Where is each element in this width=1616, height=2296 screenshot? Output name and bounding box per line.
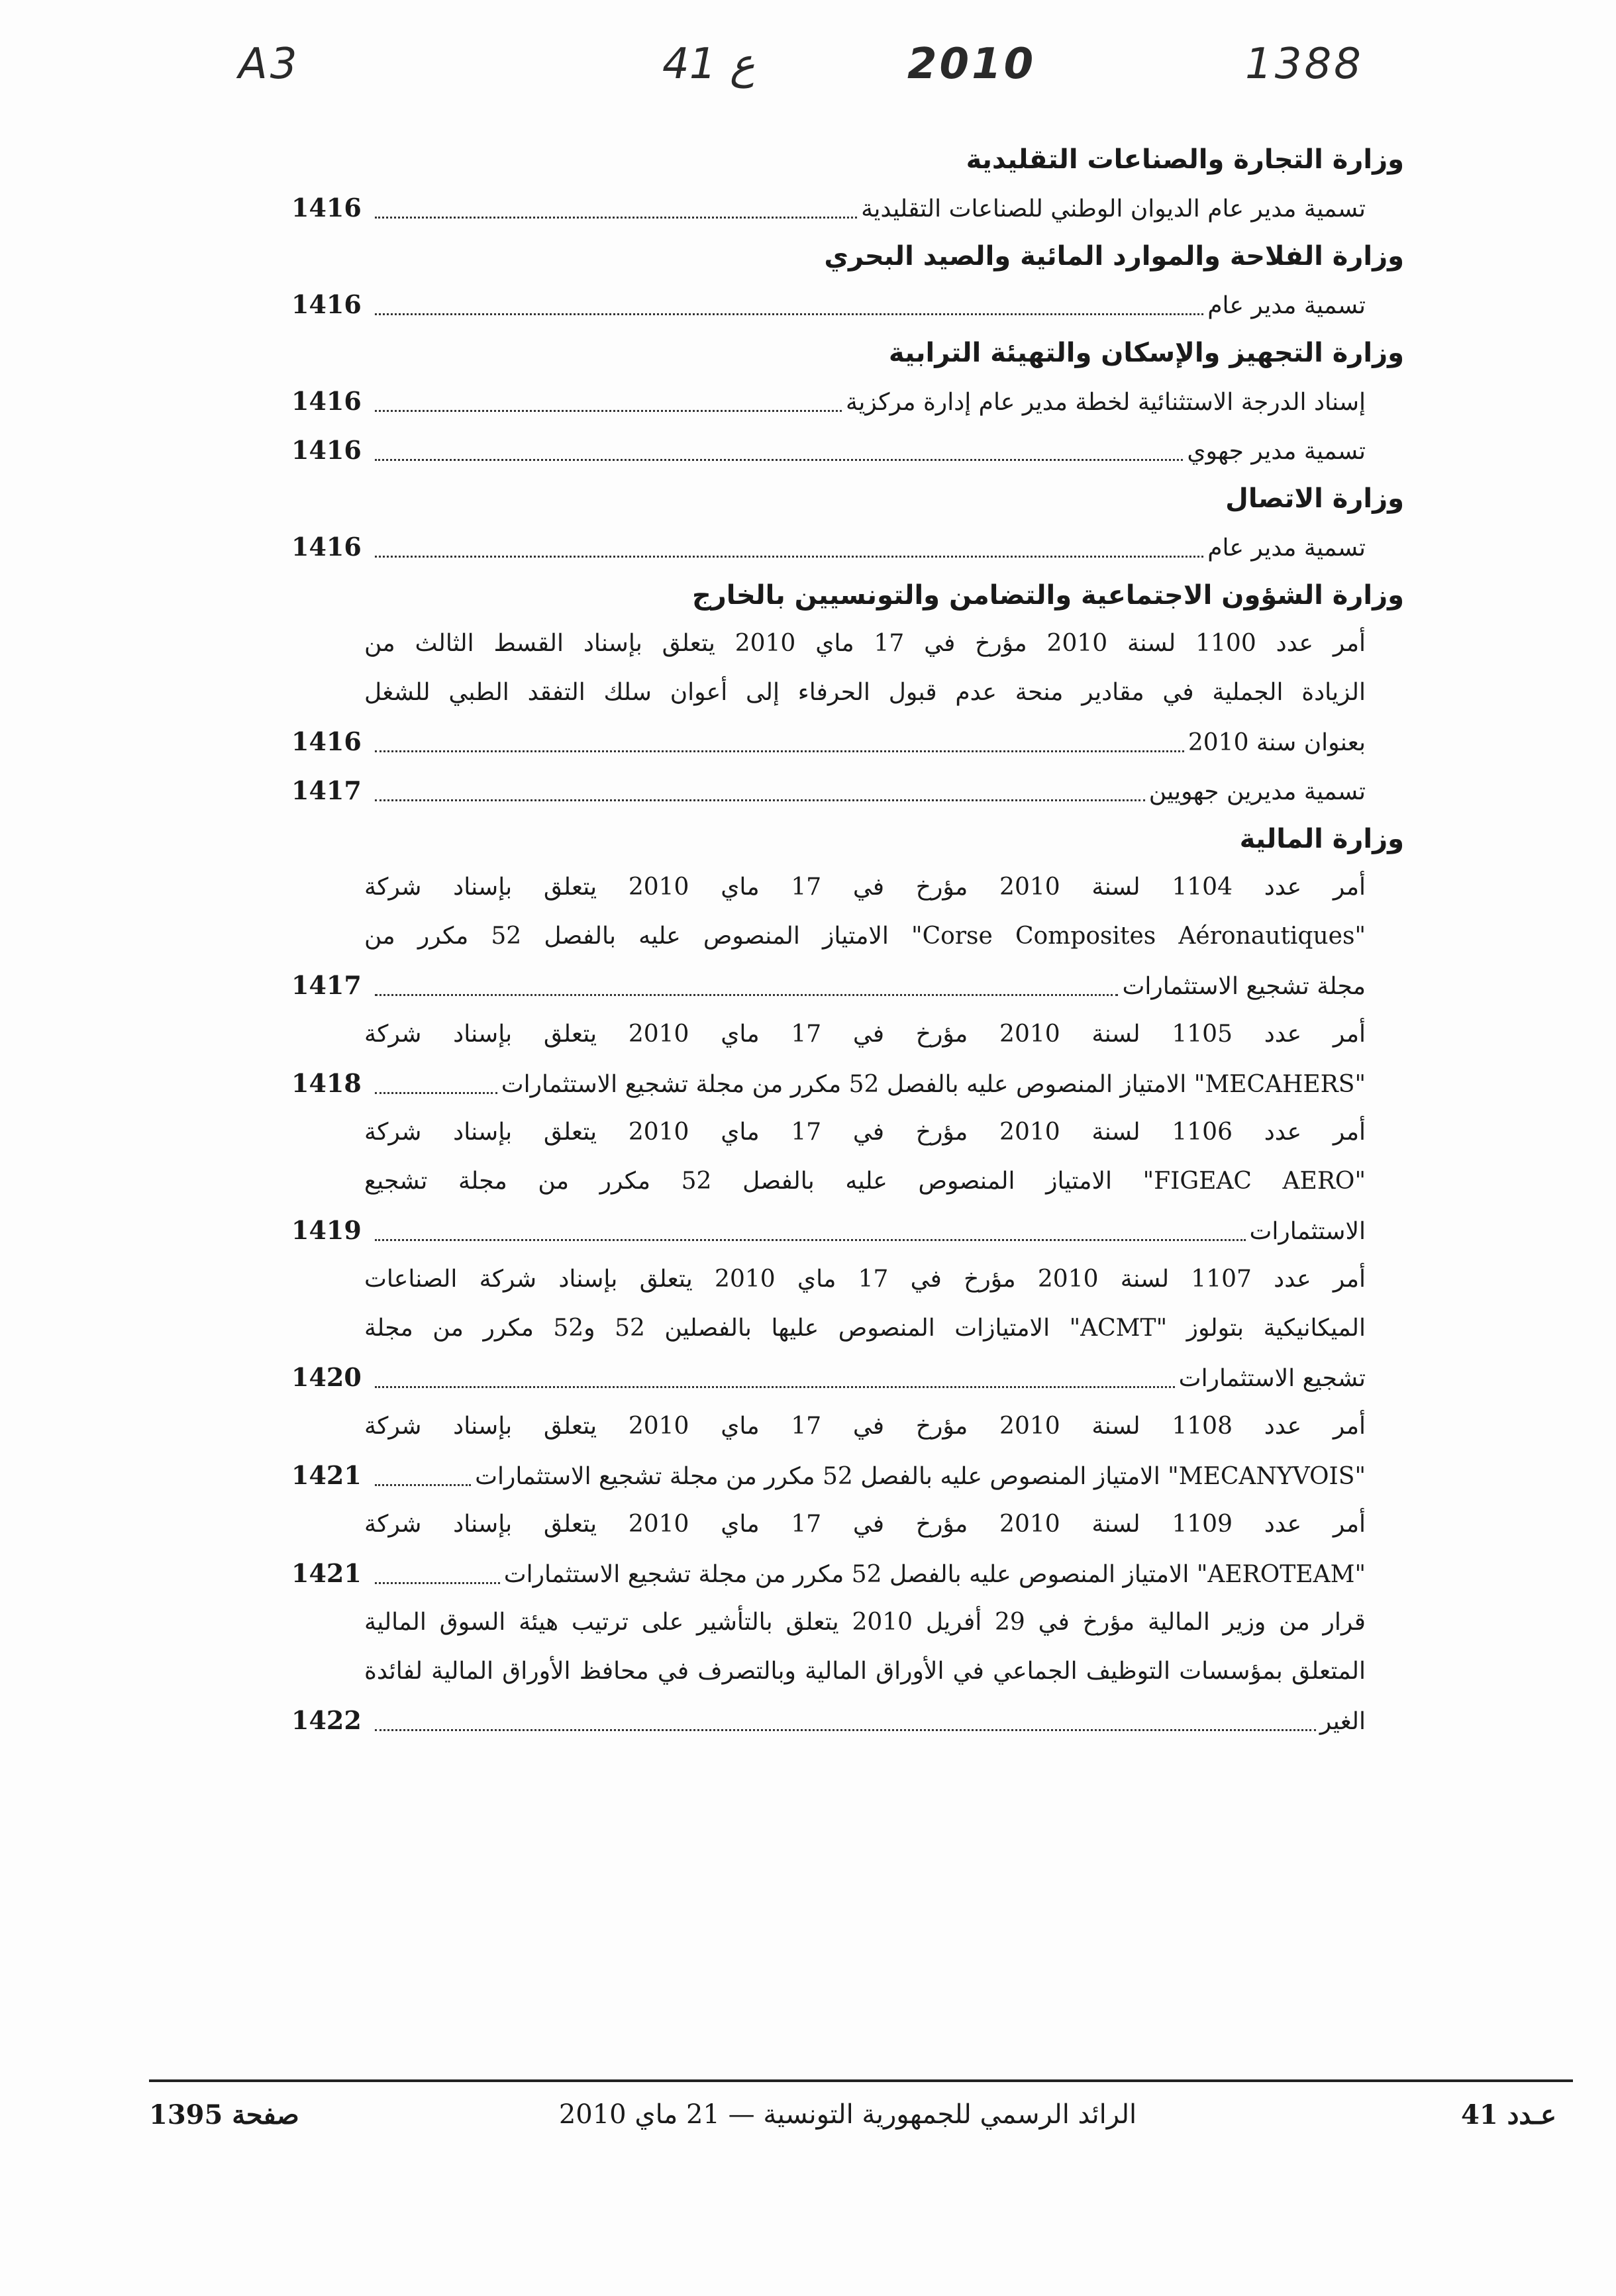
toc-entry-final-line <box>291 1353 1366 1402</box>
ministry-heading: وزارة الاتصال <box>1225 483 1404 514</box>
toc-entry-text: إسناد الدرجة الاستثنائية لخطة مدير عام إدارة مركزية <box>846 389 1366 416</box>
toc-page-number: 1416 <box>291 386 362 416</box>
toc-entry <box>291 426 1366 475</box>
toc-entry-line: "Corse Composites Aéronautiques" الامتياز المنصوص عليه بالفصل 52 مكرر من <box>364 923 1366 950</box>
toc-entry-final-line <box>291 426 1366 475</box>
handwritten-mark: 41 ع <box>662 40 755 89</box>
toc-entry <box>291 183 1366 232</box>
ministry-heading: وزارة الفلاحة والموارد المائية والصيد البحري <box>824 241 1404 272</box>
toc-entry-line: أمر عدد 1100 لسنة 2010 مؤرخ في 17 ماي 2010 يتعلق بإسناد القسط الثالث من <box>364 630 1366 657</box>
dot-leader <box>375 1386 1175 1388</box>
dot-leader <box>375 994 1118 996</box>
toc-entry-final-line <box>291 523 1366 572</box>
dot-leader <box>375 410 842 412</box>
ministry-heading: وزارة المالية <box>1239 824 1404 854</box>
handwritten-mark: A3 <box>238 40 300 89</box>
toc-page-number: 1416 <box>291 289 362 319</box>
toc-entry-line: "FIGEAC AERO" الامتياز المنصوص عليه بالفصل 52 مكرر من مجلة تشجيع <box>364 1168 1366 1195</box>
toc-entry <box>291 1108 1366 1255</box>
toc-entry-text: الاستثمارات <box>1249 1218 1366 1245</box>
toc-page-number: 1418 <box>291 1068 362 1098</box>
dot-leader <box>375 1092 497 1094</box>
dot-leader <box>375 1484 471 1486</box>
toc-entry <box>291 377 1366 426</box>
handwritten-mark: 2010 <box>907 40 1036 89</box>
toc-page-number: 1416 <box>291 435 362 465</box>
toc-entry-text: تسمية مدير عام الديوان الوطني للصناعات التقليدية <box>861 195 1366 223</box>
toc-page-number: 1416 <box>291 193 362 223</box>
toc-entry <box>291 1402 1366 1500</box>
publication-title: الرائد الرسمي للجمهورية التونسية — 21 ماي 2010 <box>558 2099 1137 2130</box>
toc-entry-text: تسمية مدير جهوي <box>1187 438 1366 465</box>
toc-entry <box>291 1010 1366 1108</box>
toc-entry <box>291 863 1366 1010</box>
dot-leader <box>375 1729 1316 1731</box>
toc-entry-final-line <box>291 1696 1366 1745</box>
toc-entry-final-line <box>291 183 1366 232</box>
toc-entry-final-line <box>291 1059 1366 1108</box>
toc-entry <box>291 1500 1366 1598</box>
toc-entry-text: مجلة تشجيع الاستثمارات <box>1122 973 1366 1000</box>
toc-entry <box>291 280 1366 329</box>
toc-entry-text: تسمية مدير عام <box>1207 292 1366 319</box>
toc-page-number: 1417 <box>291 970 362 1000</box>
dot-leader <box>375 459 1183 461</box>
toc-entry <box>291 1598 1366 1745</box>
toc-entry-line: أمر عدد 1109 لسنة 2010 مؤرخ في 17 ماي 2010 يتعلق بإسناد شركة <box>364 1511 1366 1538</box>
toc-entry-final-line <box>291 1451 1366 1500</box>
toc-entry-text: تسمية مديرين جهويين <box>1148 778 1366 805</box>
dot-leader <box>375 1582 500 1584</box>
toc-page-number: 1421 <box>291 1558 362 1588</box>
dot-leader <box>375 556 1203 558</box>
toc-entry-line: أمر عدد 1105 لسنة 2010 مؤرخ في 17 ماي 2010 يتعلق بإسناد شركة <box>364 1021 1366 1048</box>
toc-entry-final-line <box>291 1549 1366 1598</box>
toc-page-number: 1417 <box>291 775 362 805</box>
toc-entry-line: أمر عدد 1106 لسنة 2010 مؤرخ في 17 ماي 2010 يتعلق بإسناد شركة <box>364 1119 1366 1146</box>
toc-entry-final-line <box>291 377 1366 426</box>
toc-page-number: 1420 <box>291 1362 362 1392</box>
toc-entry-text: تسمية مدير عام <box>1207 534 1366 562</box>
footer-divider <box>149 2079 1573 2082</box>
toc-entry-text: بعنوان سنة 2010 <box>1187 729 1366 756</box>
ministry-heading: وزارة الشؤون الاجتماعية والتضامن والتونسيين بالخارج <box>691 580 1404 611</box>
toc-entry-text: "MECANYVOIS" الامتياز المنصوص عليه بالفصل 52 مكرر من مجلة تشجيع الاستثمارات <box>475 1463 1366 1490</box>
toc-entry <box>291 523 1366 572</box>
toc-entry-line: أمر عدد 1107 لسنة 2010 مؤرخ في 17 ماي 2010 يتعلق بإسناد شركة الصناعات <box>364 1266 1366 1293</box>
toc-entry-text: الغير <box>1319 1708 1366 1735</box>
dot-leader <box>375 1239 1246 1241</box>
toc-entry-line: أمر عدد 1104 لسنة 2010 مؤرخ في 17 ماي 2010 يتعلق بإسناد شركة <box>364 873 1366 901</box>
toc-entry-line: الزيادة الجملية في مقادير منحة عدم قبول الحرفاء إلى أعوان سلك التفقد الطبي للشغل <box>364 679 1366 706</box>
ministry-heading: وزارة التجارة والصناعات التقليدية <box>966 144 1404 175</box>
dot-leader <box>375 217 857 219</box>
toc-entry-final-line <box>291 280 1366 329</box>
toc-page-number: 1416 <box>291 532 362 562</box>
ministry-heading: وزارة التجهيز والإسكان والتهيئة الترابية <box>888 338 1404 368</box>
dot-leader <box>375 799 1145 801</box>
toc-page-number: 1416 <box>291 726 362 756</box>
handwritten-mark: 1388 <box>1245 40 1364 89</box>
toc-entry-final-line <box>291 766 1366 815</box>
toc-entry <box>291 766 1366 815</box>
dot-leader <box>375 750 1184 752</box>
toc-page-number: 1421 <box>291 1460 362 1490</box>
toc-entry-text: "MECAHERS" الامتياز المنصوص عليه بالفصل 52 مكرر من مجلة تشجيع الاستثمارات <box>501 1071 1366 1098</box>
toc-entry-text: "AEROTEAM" الامتياز المنصوص عليه بالفصل 52 مكرر من مجلة تشجيع الاستثمارات <box>503 1561 1366 1588</box>
toc-entry-final-line <box>291 961 1366 1010</box>
toc-entry-final-line <box>291 717 1366 766</box>
table-of-contents <box>291 136 1404 1745</box>
toc-page-number: 1419 <box>291 1215 362 1245</box>
dot-leader <box>375 313 1203 315</box>
toc-page-number: 1422 <box>291 1705 362 1735</box>
page-number: صفحة 1395 <box>149 2099 299 2130</box>
toc-entry <box>291 1255 1366 1402</box>
toc-entry-line: المتعلق بمؤسسات التوظيف الجماعي في الأوراق المالية وبالتصرف في محافظ الأوراق المالية لفائدة <box>364 1658 1366 1685</box>
issue-number: عـدد 41 <box>1461 2099 1556 2130</box>
toc-entry <box>291 619 1366 766</box>
toc-entry-text: تشجيع الاستثمارات <box>1178 1365 1366 1392</box>
toc-entry-line: أمر عدد 1108 لسنة 2010 مؤرخ في 17 ماي 2010 يتعلق بإسناد شركة <box>364 1413 1366 1440</box>
toc-entry-final-line <box>291 1206 1366 1255</box>
toc-entry-line: قرار من وزير المالية مؤرخ في 29 أفريل 2010 يتعلق بالتأشير على ترتيب هيئة السوق المالية <box>364 1609 1366 1636</box>
toc-entry-line: الميكانيكية بتولوز "ACMT" الامتيازات المنصوص عليها بالفصلين 52 و52 مكرر من مجلة <box>364 1315 1366 1342</box>
